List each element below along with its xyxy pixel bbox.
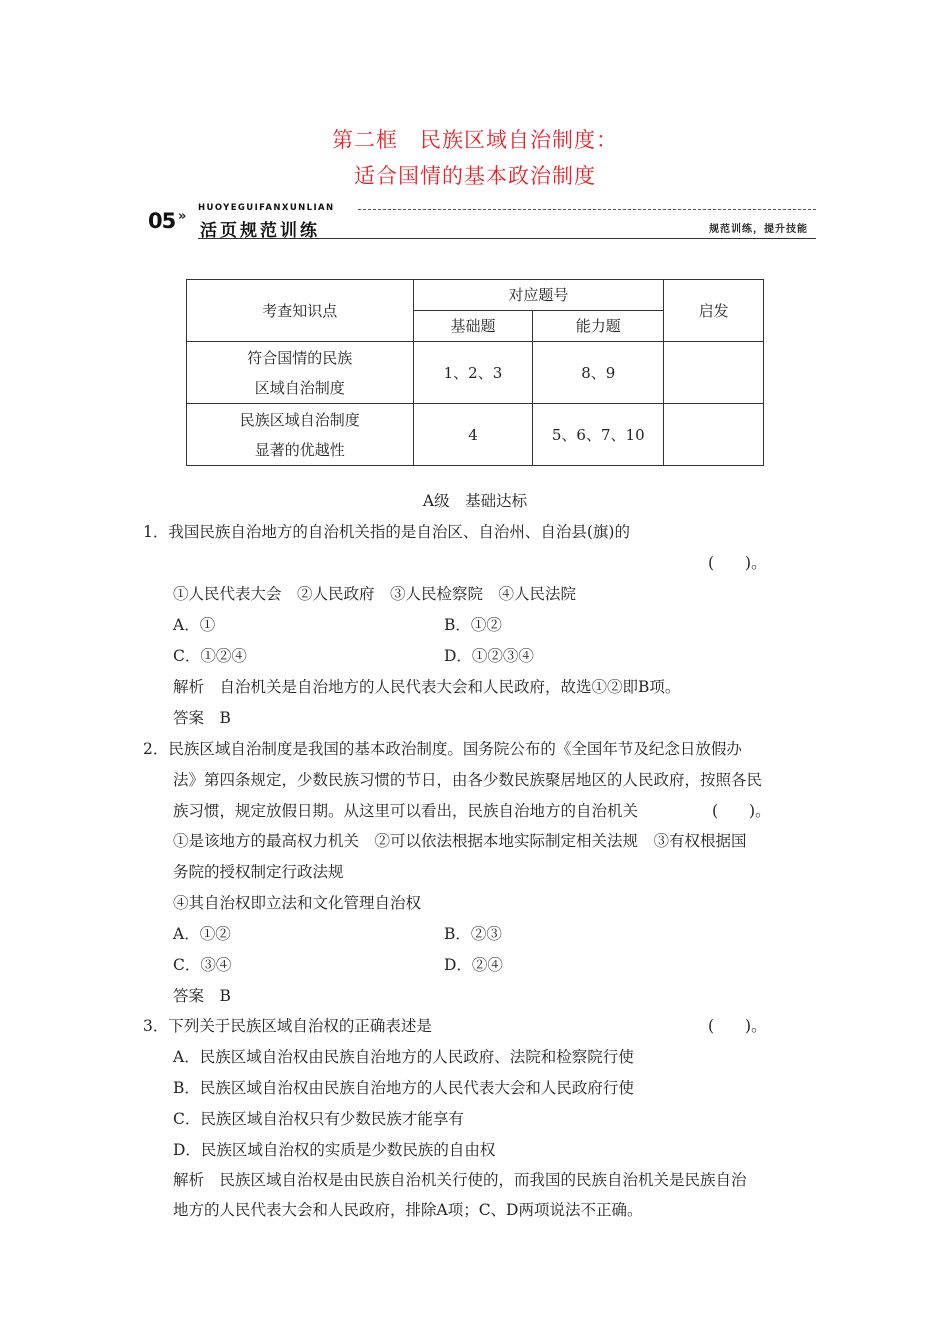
- banner-pinyin: HUOYEGUIFANXUNLIAN: [198, 203, 335, 213]
- q3-answer-blank: ( )。: [708, 1017, 767, 1035]
- header-basic: 基础题: [413, 311, 533, 342]
- q2-answer: 答案 B: [173, 987, 231, 1005]
- q1-items: ①人民代表大会 ②人民政府 ③人民检察院 ④人民法院: [173, 585, 577, 603]
- q1-option-b: B．①②: [444, 616, 502, 634]
- q3-stem: 3．下列关于民族区域自治权的正确表述是: [143, 1017, 432, 1035]
- q1-analysis: 解析 自治机关是自治地方的人民代表大会和人民政府，故选①②即B项。: [173, 678, 681, 696]
- q2-stem-line1: 2．民族区域自治制度是我国的基本政治制度。国务院公布的《全国年节及纪念日放假办: [143, 740, 742, 758]
- row-basic: 4: [413, 404, 533, 466]
- double-chevron-icon: »: [178, 209, 187, 224]
- q2-option-a: A．①②: [173, 925, 231, 943]
- header-insight: 启发: [664, 280, 764, 342]
- row-insight: [664, 342, 764, 404]
- banner-rule: [198, 238, 816, 239]
- banner-number: 05: [148, 209, 176, 233]
- header-question-group: 对应题号: [413, 280, 664, 311]
- banner-dashed-rule: [358, 209, 816, 210]
- q3-option-c: C．民族区域自治权只有少数民族才能享有: [173, 1110, 464, 1128]
- q3-analysis-line1: 解析 民族区域自治权是由民族自治机关行使的，而我国的民族自治机关是民族自治: [173, 1171, 747, 1189]
- title-frame-label: 第二框: [332, 128, 398, 152]
- table-row: [187, 404, 764, 466]
- q1-stem: 1．我国民族自治地方的自治机关指的是自治区、自治州、自治县(旗)的: [143, 523, 630, 541]
- q3-option-b: B．民族区域自治权由民族自治地方的人民代表大会和人民政府行使: [173, 1079, 634, 1097]
- q2-option-b: B．②③: [444, 925, 502, 943]
- q1-answer: 答案 B: [173, 709, 231, 727]
- row-ability: 5、6、7、10: [533, 404, 664, 466]
- q3-option-a: A．民族区域自治权由民族自治地方的人民政府、法院和检察院行使: [173, 1048, 634, 1066]
- row-insight: [664, 404, 764, 466]
- header-knowledge: 考查知识点: [187, 280, 414, 342]
- row-basic: 1、2、3: [413, 342, 533, 404]
- row-ability: 8、9: [533, 342, 664, 404]
- q3-analysis-line2: 地方的人民代表大会和人民政府，排除A项；C、D两项说法不正确。: [173, 1201, 643, 1219]
- q2-option-d: D．②④: [444, 956, 503, 974]
- table-row: [187, 342, 764, 404]
- q1-option-c: C．①②④: [173, 647, 247, 665]
- q2-items-line2: 务院的授权制定行政法规: [173, 863, 344, 881]
- page-subtitle: 适合国情的基本政治制度: [354, 164, 596, 188]
- page-title: [0, 124, 950, 154]
- q2-items-line1: ①是该地方的最高权力机关 ②可以依法根据本地实际制定相关法规 ③有权根据国: [173, 832, 747, 850]
- title-main: 民族区域自治制度：: [420, 128, 618, 152]
- row-topic: 符合国情的民族 区域自治制度: [187, 342, 414, 404]
- row-topic: 民族区域自治制度 显著的优越性: [187, 404, 414, 466]
- q1-option-a: A．①: [173, 616, 216, 634]
- header-ability: 能力题: [533, 311, 664, 342]
- q2-stem-line3: 族习惯，规定放假日期。从这里可以看出，民族自治地方的自治机关: [173, 802, 639, 820]
- q2-items-line3: ④其自治权即立法和文化管理自治权: [173, 894, 422, 912]
- q1-option-d: D．①②③④: [444, 647, 534, 665]
- banner-name: 活页规范训练: [200, 221, 320, 241]
- q1-answer-blank: ( )。: [708, 554, 767, 572]
- q2-stem-line2: 法》第四条规定，少数民族习惯的节日，由各少数民族聚居地区的人民政府，按照各民: [173, 771, 763, 789]
- q3-option-d: D．民族区域自治权的实质是少数民族的自由权: [173, 1141, 496, 1159]
- q2-option-c: C．③④: [173, 956, 232, 974]
- banner-tagline: 规范训练，提升技能: [709, 224, 808, 235]
- knowledge-table: [186, 279, 764, 466]
- section-heading: A级 基础达标: [422, 492, 528, 510]
- section-banner: [148, 203, 816, 239]
- q2-answer-blank: ( )。: [712, 802, 771, 820]
